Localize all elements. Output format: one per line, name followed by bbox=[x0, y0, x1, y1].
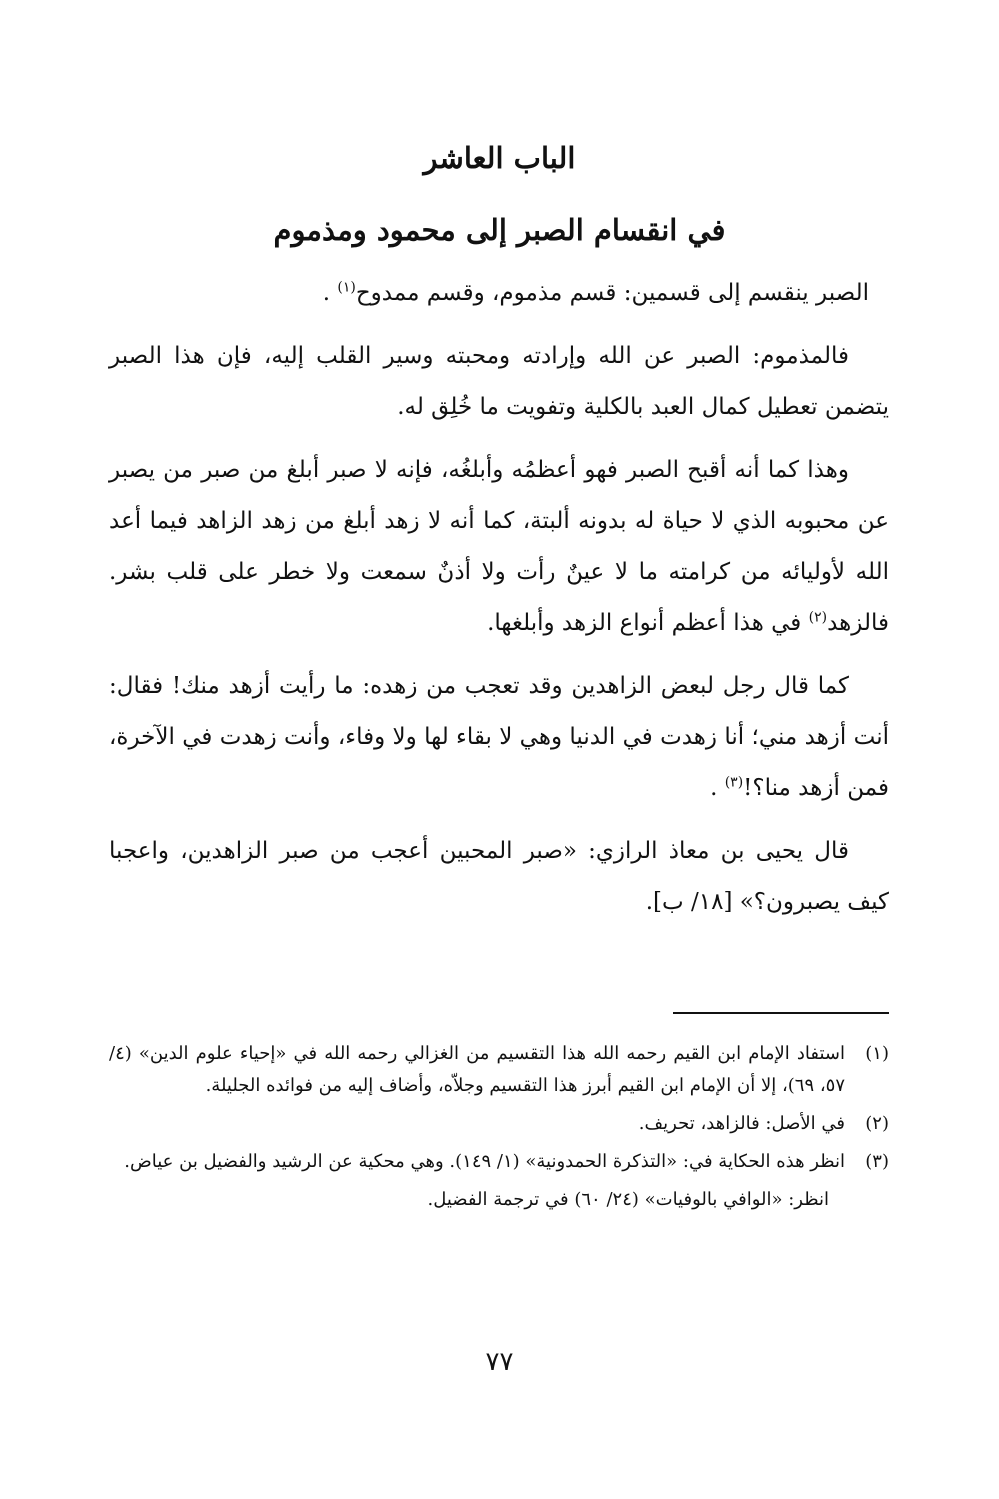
footnote-3-continuation: انظر: «الوافي بالوفيات» (٢٤/ ٦٠) في ترجمة الفضيل. bbox=[427, 1189, 829, 1210]
paragraph-5 bbox=[109, 826, 889, 928]
footnote-3-text: انظر هذه الحكاية في: «التذكرة الحمدونية» (١/ ١٤٩). وهي محكية عن الرشيد والفضيل بن عياض. bbox=[124, 1151, 845, 1172]
footnotes bbox=[109, 1038, 889, 1216]
footnote-1 bbox=[109, 1038, 889, 1102]
footnote-1-text: استفاد الإمام ابن القيم رحمه الله هذا التقسيم من الغزالي رحمه الله في «إحياء علوم الدين» (٤/ ٥٧، ٦٩)، إلا أن الإمام ابن القيم أبرز هذا التقسيم وجلاّه، وأضاف إليه من فوائده الجليلة. bbox=[109, 1043, 845, 1096]
footnote-3 bbox=[109, 1146, 889, 1178]
footnote-ref-3: (٣) bbox=[724, 774, 744, 791]
paragraph-2 bbox=[109, 331, 889, 433]
paragraph-4-text: كما قال رجل لبعض الزاهدين وقد تعجب من زهده: ما رأيت أزهد منك! فقال: أنت أزهد مني؛ أنا زهدت في الدنيا وهي لا بقاء لها ولا وفاء، وأنت زهدت في الآخرة، فمن أزهد منا؟! bbox=[109, 673, 889, 801]
paragraph-3-text: وهذا كما أنه أقبح الصبر فهو أعظمُه وأبلغُه، فإنه لا صبر أبلغ من صبر من يصبر عن محبوبه الذي لا حياة له بدونه ألبتة، كما أنه لا زهد أبلغ من زهد الزاهد فيما أعد الله لأوليائه من كرامته ما لا عينٌ رأت ولا أذنٌ سمعت ولا خطر على قلب بشر. فالزهد bbox=[109, 457, 889, 636]
paragraph-4-end: . bbox=[710, 775, 725, 801]
chapter-title: الباب العاشر bbox=[423, 141, 576, 175]
main-text bbox=[109, 268, 889, 940]
paragraph-1-text: الصبر ينقسم إلى قسمين: قسم مذموم، وقسم ممدوح bbox=[355, 280, 869, 306]
footnote-ref-1: (١) bbox=[337, 279, 356, 296]
footnote-2 bbox=[109, 1108, 889, 1140]
paragraph-1 bbox=[109, 268, 889, 319]
paragraph-3-end: في هذا أعظم أنواع الزهد وأبلغها. bbox=[487, 610, 809, 636]
footnote-1-number: (١) bbox=[865, 1043, 889, 1064]
paragraph-3 bbox=[109, 445, 889, 649]
footnote-3-number: (٣) bbox=[865, 1151, 889, 1172]
paragraph-4 bbox=[109, 661, 889, 814]
paragraph-2-text: فالمذموم: الصبر عن الله وإرادته ومحبته وسير القلب إليه، فإن هذا الصبر يتضمن تعطيل كمال العبد بالكلية وتفويت ما خُلِق له. bbox=[109, 343, 889, 420]
paragraph-1-end: . bbox=[322, 280, 338, 306]
footnote-2-number: (٢) bbox=[865, 1113, 889, 1134]
paragraph-5-text: قال يحيى بن معاذ الرازي: «صبر المحبين أعجب من صبر الزاهدين، واعجبا كيف يصبرون؟» [١٨/ ب]. bbox=[109, 838, 889, 915]
footnote-divider bbox=[673, 1012, 889, 1014]
footnote-ref-2: (٢) bbox=[808, 609, 828, 626]
footnote-2-text: في الأصل: فالزاهد، تحريف. bbox=[638, 1113, 845, 1134]
page-number: ٧٧ bbox=[485, 1347, 514, 1377]
chapter-subtitle: في انقسام الصبر إلى محمود ومذموم bbox=[273, 213, 726, 247]
